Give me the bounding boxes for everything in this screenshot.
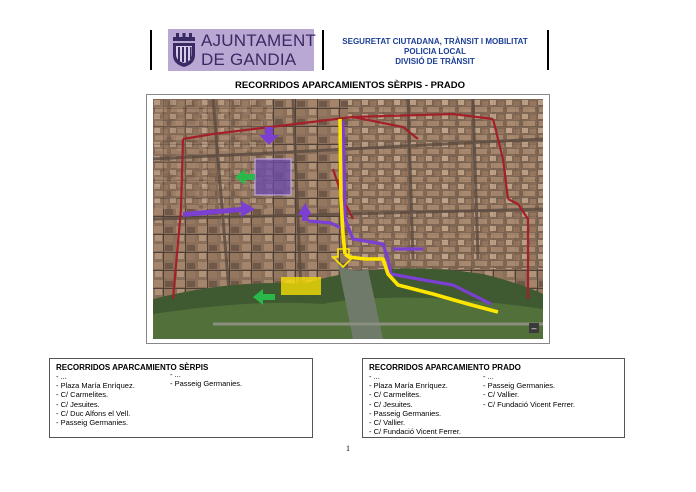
route-step: - Passeig Germanies. [483,381,556,391]
route-step: - C/ Carmelites. [56,390,109,400]
route-step: - C/ Fundació Vicent Ferrer. [483,399,575,409]
route-step: - ... [170,370,181,379]
serpis-box-title: RECORRIDOS APARCAMIENTO SÈRPIS [56,363,209,372]
route-step: - Passeig Germanies. [170,379,243,389]
header-divider-left [150,30,152,70]
department-line: POLICIA LOCAL [404,47,466,56]
route-step: - C/ Jesuites. [56,399,100,409]
department-line: DIVISIÓ DE TRÀNSIT [395,57,475,66]
route-map [146,94,550,344]
prado-route-col1 [369,372,461,436]
route-step: - ... [56,372,67,381]
prado-box-title: RECORRIDOS APARCAMIENTO PRADO [369,363,521,372]
coat-of-arms-icon [171,33,197,67]
serpis-routes-box [49,358,313,438]
page-title: RECORRIDOS APARCAMIENTOS SÈRPIS - PRADO [235,80,465,91]
route-step: - Passeig Germanies. [369,408,442,418]
route-step: - Passeig Germanies. [56,418,129,428]
route-step: - ... [483,372,494,381]
route-step: - Plaza María Enríquez. [56,381,135,391]
prado-route-col2 [483,372,575,409]
header-divider-middle [322,30,324,70]
zoom-control-label: – [531,323,537,333]
department-block [330,37,540,67]
route-step: - C/ Jesuites. [369,399,413,409]
logo-text-line1: AJUNTAMENT [201,31,317,50]
route-step: - C/ Carmelites. [369,390,422,400]
route-step: - C/ Vallier. [369,418,406,428]
page-number: 1 [346,444,350,453]
ajuntament-logo [168,29,317,71]
document-header [150,28,550,72]
route-step: - C/ Fundació Vicent Ferrer. [369,427,461,437]
department-line: SEGURETAT CIUTADANA, TRÀNSIT I MOBILITAT [342,37,528,46]
serpis-route-col1 [56,372,135,427]
aerial-map-image [153,99,543,339]
prado-routes-box [362,358,625,438]
route-step: - C/ Duc Alfons el Vell. [56,408,131,418]
serpis-route-col2 [170,370,242,388]
header-divider-right [547,30,549,70]
route-step: - Plaza María Enríquez. [369,381,448,391]
route-step: - C/ Vallier. [483,390,520,400]
logo-text-line2: DE GANDIA [201,50,297,69]
route-step: - ... [369,372,380,381]
